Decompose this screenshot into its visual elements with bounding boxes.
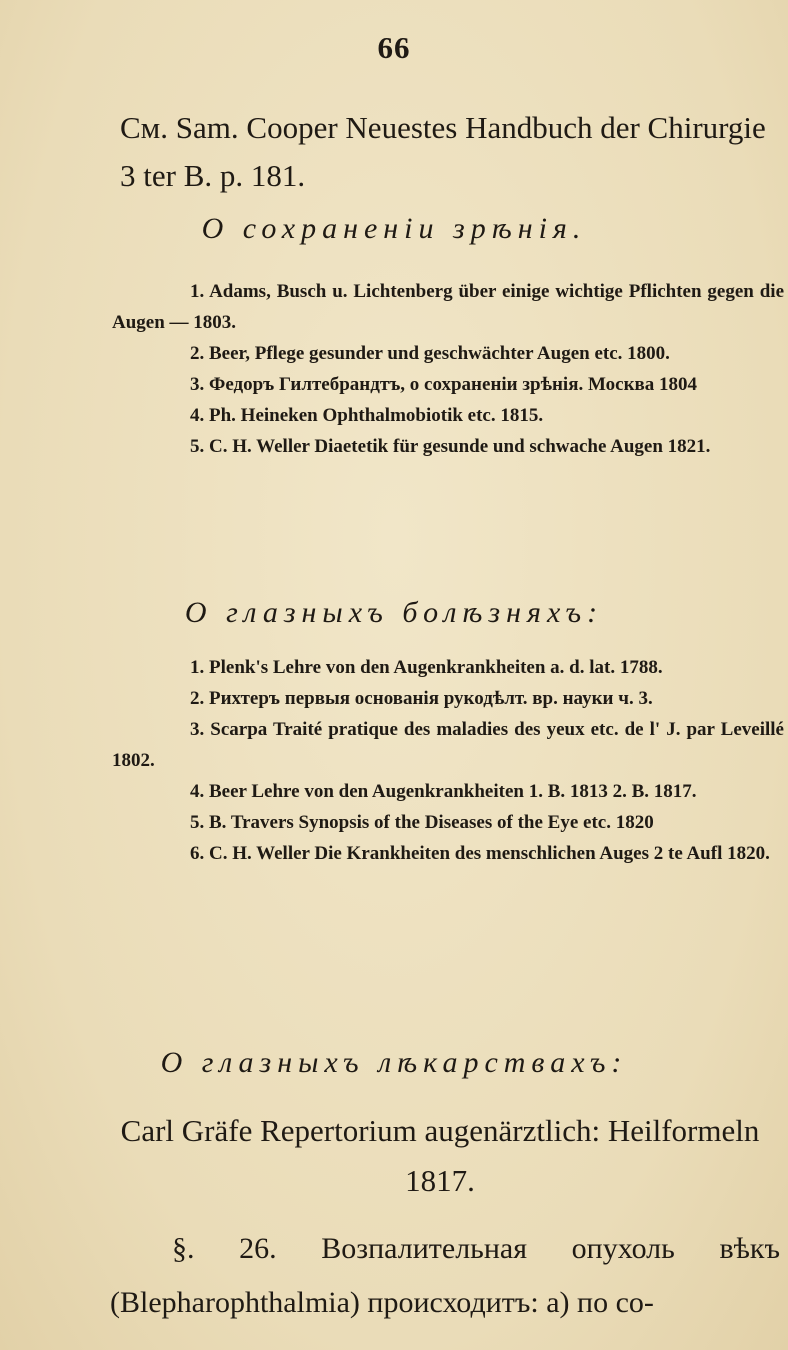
cooper-reference: См. Sam. Cooper Neuestes Handbuch der Chirurgie 3 ter B. p. 181. — [120, 110, 766, 193]
section-heading-eye-remedies: О глазныхъ лѣкарствахъ: — [160, 1046, 628, 1079]
list-item: 6. C. H. Weller Die Krankheiten des menschlichen Auges 2 te Aufl 1820. — [190, 843, 770, 864]
section-heading-eye-diseases: О глазныхъ болѣзняхъ: — [184, 596, 604, 629]
list-item: 3. Scarpa Traité pratique des maladies des yeux etc. de l' J. par Leveillé 1802. — [112, 719, 784, 771]
list-item: 4. Beer Lehre von den Augenkrankheiten 1. B. 1813 2. B. 1817. — [190, 781, 697, 802]
list-item: 5. B. Travers Synopsis of the Diseases of the Eye etc. 1820 — [190, 812, 654, 833]
page-number: 66 — [377, 30, 411, 65]
grafe-reference: Carl Gräfe Repertorium augenärztlich: Heilformeln 1817. — [120, 1113, 760, 1198]
section-heading-sight-preservation: О сохраненіи зрѣнія. — [201, 212, 587, 245]
section-26-paragraph: §. 26. Возпалительная опухоль вѣкъ (Blepharophthalmia) происходитъ: а) по со- — [110, 1232, 780, 1319]
list-item: 2. Beer, Pflege gesunder und geschwächter Augen etc. 1800. — [190, 343, 670, 364]
list-item: 3. Федоръ Гилтебрандтъ, о сохраненіи зрѣнія. Москва 1804 — [190, 374, 698, 395]
list-item: 4. Ph. Heineken Ophthalmobiotik etc. 1815. — [190, 405, 544, 426]
list-item: 1. Plenk's Lehre von den Augenkrankheiten a. d. lat. 1788. — [190, 657, 663, 678]
sight-preservation-list — [112, 276, 784, 462]
list-item: 2. Рихтеръ первыя основанія рукодѣлт. вр. науки ч. 3. — [190, 688, 653, 709]
eye-diseases-list — [112, 652, 784, 869]
list-item: 1. Adams, Busch u. Lichtenberg über einige wichtige Pflichten gegen die Augen — 1803. — [112, 281, 784, 333]
list-item: 5. C. H. Weller Diaetetik für gesunde und schwache Augen 1821. — [190, 436, 711, 457]
